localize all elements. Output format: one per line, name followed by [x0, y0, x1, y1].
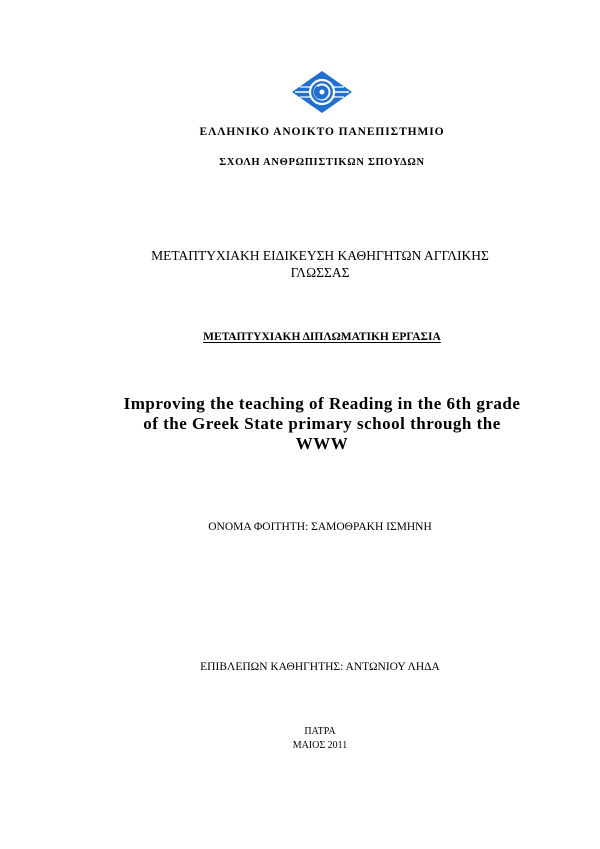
program-name — [20, 247, 600, 281]
school-name: ΣΧΟΛΗ ΑΝΘΡΩΠΙΣΤΙΚΩΝ ΣΠΟΥΔΩΝ — [219, 157, 425, 168]
program-name-line-1: ΜΕΤΑΠΤΥΧΙΑΚΗ ΕΙΔΙΚΕΥΣΗ ΚΑΘΗΓΗΤΩΝ ΑΓΓΛΙΚΗΣ — [151, 248, 489, 263]
city: ΠΑΤΡΑ — [304, 726, 336, 737]
thesis-type-heading: ΜΕΤΑΠΤΥΧΙΑΚΗ ΔΙΠΛΩΜΑΤΙΚΗ ΕΡΓΑΣΙΑ — [203, 331, 441, 343]
thesis-title-line-3: WWW — [295, 434, 349, 453]
thesis-title-line-2: of the Greek State primary school through the — [143, 414, 501, 433]
thesis-title — [22, 394, 600, 454]
thesis-title-line-1: Improving the teaching of Reading in the 6th grade — [123, 394, 521, 413]
program-name-line-2: ΓΛΩΣΣΑΣ — [290, 265, 350, 280]
university-name: ΕΛΛΗΝΙΚΟ ΑΝΟΙΚΤΟ ΠΑΝΕΠΙΣΤΗΜΙΟ — [199, 126, 445, 138]
date: ΜΑΙΟΣ 2011 — [292, 740, 348, 751]
student-name: ΟΝΟΜΑ ΦΟΙΤΗΤΗ: ΣΑΜΟΘΡΑΚΗ ΙΣΜΗΝΗ — [208, 521, 432, 533]
supervisor-name: ΕΠΙΒΛΕΠΩΝ ΚΑΘΗΓΗΤΗΣ: ΑΝΤΩΝΙΟΥ ΛΗΔΑ — [200, 661, 440, 673]
university-emblem-icon — [291, 70, 353, 114]
